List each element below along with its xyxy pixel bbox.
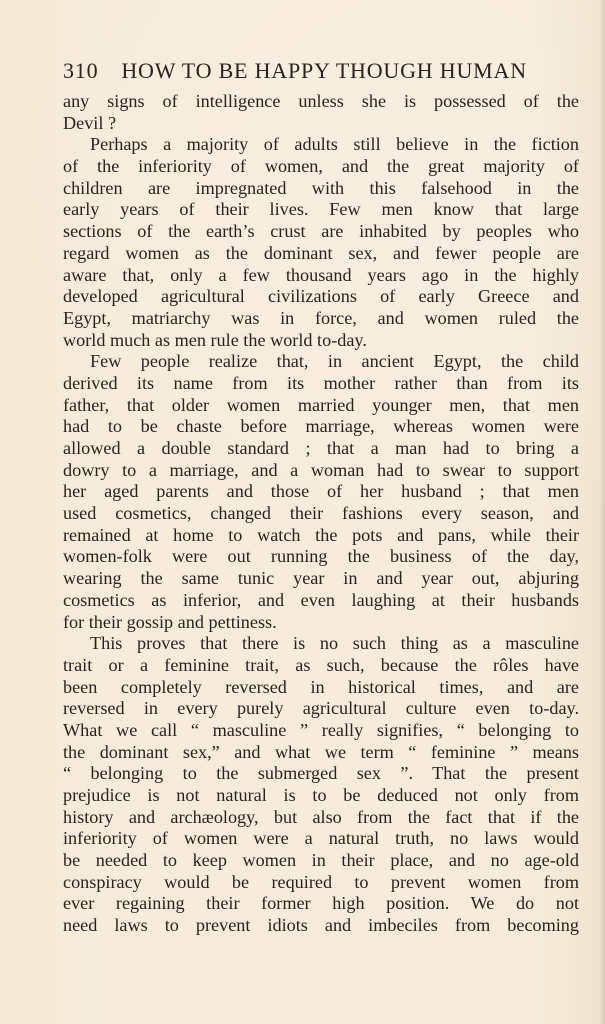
text-line: the dominant sex,” and what we term “ feminine ” means [63, 741, 579, 762]
text-line: What we call “ masculine ” really signifies, “ belonging to [63, 719, 579, 740]
text-line: conspiracy would be required to prevent women from [63, 871, 579, 892]
text-line: derived its name from its mother rather than from its [63, 372, 579, 393]
text-line: trait or a feminine trait, as such, because the rôles have [63, 654, 579, 675]
text-line: wearing the same tunic year in and year out, abjuring [63, 568, 579, 589]
text-line: prejudice is not natural is to be deduced not only from [63, 785, 579, 805]
text-line: inferiority of women were a natural truth, no laws would [63, 828, 579, 849]
text-line: history and archæology, but also from the fact that if the [63, 806, 579, 827]
text-line: need laws to prevent idiots and imbeciles from becoming [63, 915, 579, 936]
text-line: ever regaining their former high position. We do not [63, 893, 579, 914]
text-line: This proves that there is no such thing as a masculine [90, 633, 579, 654]
text-line: world much as men rule the world to-day. [63, 329, 367, 350]
page-edge-shadow [600, 0, 605, 1024]
text-line: reversed in every purely agricultural culture even to-day. [63, 698, 579, 719]
text-line: aware that, only a few thousand years ago in the highly [63, 264, 579, 285]
book-title-header: HOW TO BE HAPPY THOUGH HUMAN [121, 58, 527, 83]
text-line: be needed to keep women in their place, and no age-old [63, 850, 579, 871]
text-line: cosmetics as inferior, and even laughing at their husbands [63, 589, 579, 610]
text-line: “ belonging to the submerged sex ”. That the present [63, 763, 579, 784]
text-line: sections of the earth’s crust are inhabited by peoples who [63, 221, 579, 242]
body-text [63, 91, 579, 937]
text-line: developed agricultural civilizations of early Greece and [63, 286, 579, 307]
text-line: her aged parents and those of her husband ; that men [63, 481, 579, 502]
text-line: been completely reversed in historical times, and are [63, 676, 579, 697]
text-line: for their gossip and pettiness. [63, 611, 277, 632]
text-line: dowry to a marriage, and a woman had to swear to support [63, 459, 579, 480]
text-line: Perhaps a majority of adults still believe in the fiction [90, 134, 579, 155]
text-line: of the inferiority of women, and the great majority of [63, 156, 579, 177]
text-line: used cosmetics, changed their fashions every season, and [63, 503, 579, 524]
running-head [63, 58, 581, 86]
text-line: father, that older women married younger men, that men [63, 394, 579, 415]
text-line: Egypt, matriarchy was in force, and women ruled the [63, 307, 579, 328]
text-line: allowed a double standard ; that a man had to bring a [63, 438, 579, 458]
page-number: 310 [63, 58, 99, 83]
text-line: had to be chaste before marriage, whereas women were [63, 416, 579, 437]
text-line: Few people realize that, in ancient Egypt, the child [90, 351, 579, 372]
text-line: women-folk were out running the business of the day, [63, 546, 579, 567]
text-line: Devil ? [63, 112, 117, 133]
text-line: regard women as the dominant sex, and fewer people are [63, 242, 579, 263]
text-line: children are impregnated with this falsehood in the [63, 177, 579, 198]
text-line: early years of their lives. Few men know that large [63, 199, 579, 220]
text-line: any signs of intelligence unless she is possessed of the [63, 91, 579, 111]
text-line: remained at home to watch the pots and pans, while their [63, 524, 579, 545]
